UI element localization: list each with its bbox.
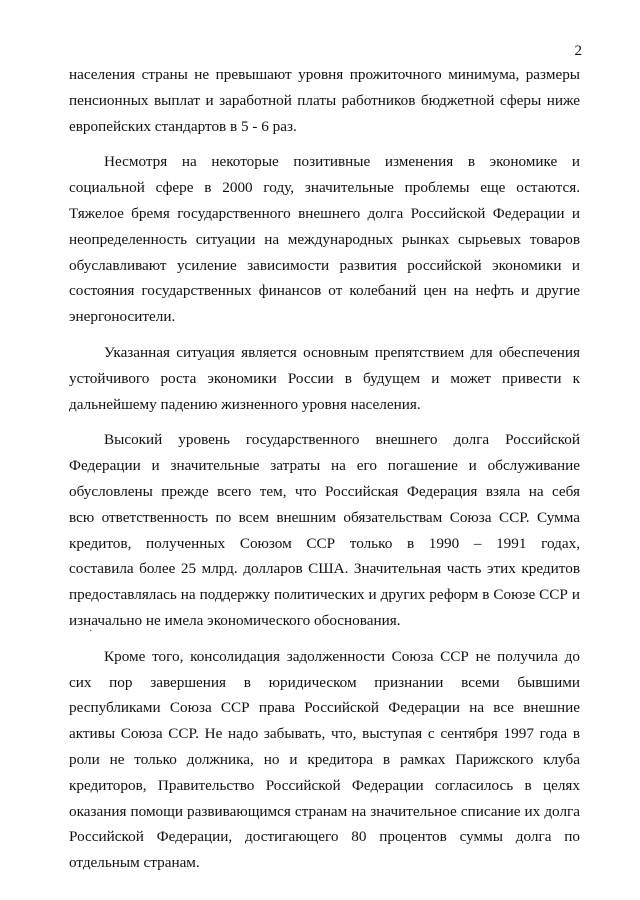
text-line: обусловлены прежде всего тем, что Российская Федерация взяла на себя (69, 482, 580, 500)
text-line: населения страны не превышают уровня прожиточного минимума, размеры (69, 66, 580, 83)
paragraph-4 (69, 427, 580, 633)
text-line: европейских стандартов в 5 - 6 раз. (69, 117, 297, 135)
text-line: Тяжелое бремя государственного внешнего долга Российской Федерации и (69, 204, 580, 222)
text-line: кредиторов, Правительство Российской Федерации согласилось в целях (69, 776, 580, 794)
text-line: составила более 25 млрд. долларов США. Значительная часть этих кредитов (69, 560, 580, 578)
text-line: активы Союза ССР. Не надо забывать, что, выступая с сентября 1997 года в (69, 725, 580, 743)
text-line: кредитов, полученных Союзом ССР только в 1990 – 1991 годах, (69, 534, 580, 552)
text-line: энергоносители. (69, 308, 176, 326)
text-line: сих пор завершения в юридическом признании всеми бывшими (69, 673, 580, 691)
text-line: состояния государственных финансов от колебаний цен на нефть и другие (69, 282, 580, 300)
paragraph-5 (69, 644, 580, 876)
text-line: изначально не имела экономического обоснования. (69, 611, 401, 629)
text-line: дальнейшему падению жизненного уровня населения. (69, 395, 421, 413)
document-body (69, 62, 580, 876)
text-line: устойчивого роста экономики России в будущем и может привести к (69, 369, 580, 387)
text-line: неопределенность ситуации на международных рынках сырьевых товаров (69, 230, 580, 248)
text-line: Указанная ситуация является основным препятствием для обеспечения (104, 343, 580, 361)
paragraph-1 (69, 62, 580, 139)
text-line: роли не только должника, но и кредитора в рамках Парижского клуба (69, 750, 580, 768)
text-line: обуславливают усиление зависимости развития российской экономики и (69, 256, 580, 274)
stray-mark: · (89, 626, 93, 637)
page-number: 2 (574, 43, 582, 59)
text-line: оказания помощи развивающимся странам на значительное списание их долга (69, 802, 580, 820)
text-line: Кроме того, консолидация задолженности Союза ССР не получила до (104, 647, 580, 665)
paragraph-3 (69, 340, 580, 417)
text-line: предоставлялась на поддержку политических и других реформ в Союзе ССР и (69, 586, 580, 604)
text-line: республиками Союза ССР права Российской Федерации на все внешние (69, 699, 580, 717)
text-line: всю ответственность по всем внешним обязательствам Союза ССР. Сумма (69, 508, 580, 526)
text-line: пенсионных выплат и заработной платы работников бюджетной сферы ниже (69, 91, 580, 109)
text-line: Федерации и значительные затраты на его погашение и обслуживание (69, 457, 580, 475)
text-line: Несмотря на некоторые позитивные изменения в экономике и (104, 153, 580, 171)
text-line: Высокий уровень государственного внешнего долга Российской (104, 431, 580, 449)
text-line: социальной сфере в 2000 году, значительные проблемы еще остаются. (69, 179, 580, 197)
paragraph-2 (69, 149, 580, 330)
text-line: Российской Федерации, достигающего 80 процентов суммы долга по (69, 828, 580, 846)
text-line: отдельным странам. (69, 854, 200, 872)
